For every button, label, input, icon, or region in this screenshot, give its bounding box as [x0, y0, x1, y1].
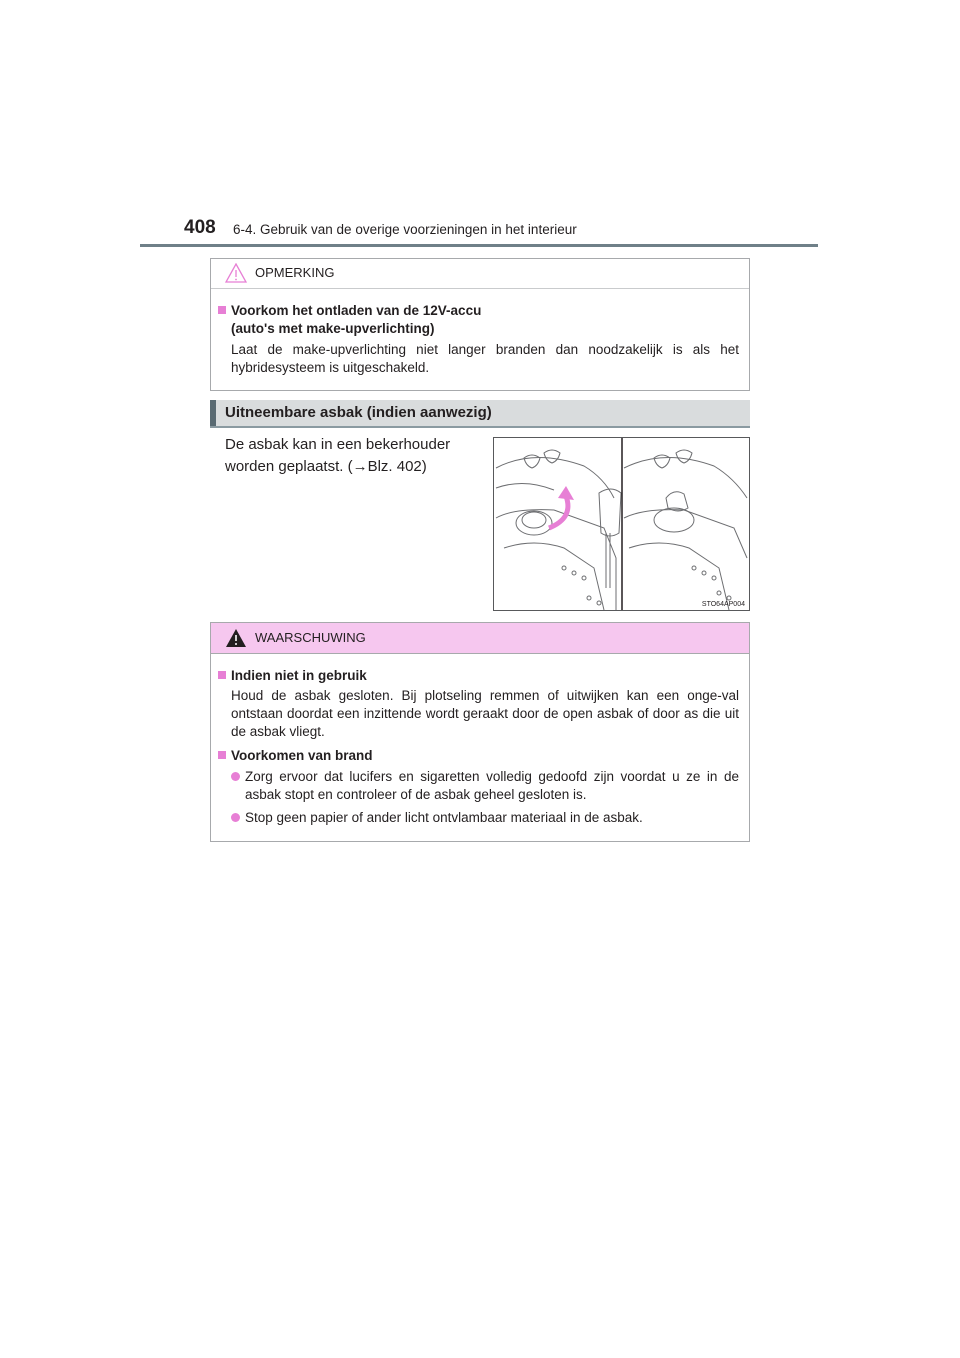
warning-label: WAARSCHUWING: [255, 630, 366, 645]
warning-sub-item-text: Stop geen papier of ander licht ontvlambaar materiaal in de asbak.: [245, 810, 643, 825]
notice-item-title: Voorkom het ontladen van de 12V-accu: [218, 302, 749, 320]
round-bullet-icon: [218, 768, 245, 804]
section-bar-accent: [210, 400, 216, 426]
intro-line-1: De asbak kan in een bekerhouder: [225, 436, 451, 453]
warning-box: [210, 622, 750, 842]
warning-item-title: Indien niet in gebruik: [218, 667, 749, 685]
square-bullet-icon: [218, 671, 226, 679]
page-reference[interactable]: Blz. 402): [367, 458, 427, 475]
warning-sub-item: [218, 809, 749, 827]
notice-label: OPMERKING: [255, 265, 335, 280]
warning-header: [211, 623, 749, 654]
square-bullet-icon: [218, 751, 226, 759]
warning-item: [211, 654, 749, 741]
warning-sub-item-text: Zorg ervoor dat lucifers en sigaretten volledig gedoofd zijn voordat u ze in de asbak stopt en controleer of de asbak geheel gesloten is.: [245, 769, 739, 802]
intro-line-2: worden geplaatst. (→Blz. 402): [225, 458, 427, 475]
notice-item-subtitle: (auto's met make-upverlichting): [231, 321, 435, 336]
intro-text: [225, 434, 485, 478]
header-rule: [140, 244, 818, 247]
square-bullet-icon: [218, 306, 226, 314]
notice-header: [211, 259, 749, 289]
section-heading: Uitneembare asbak (indien aanwezig): [225, 404, 492, 421]
caution-triangle-icon: [225, 263, 247, 283]
arrow-icon: →: [352, 458, 368, 475]
ashtray-illustration: [493, 437, 750, 611]
notice-item: [211, 289, 749, 377]
chapter-title: 6-4. Gebruik van de overige voorzieningen in het interieur: [233, 222, 577, 237]
warning-triangle-icon: [225, 628, 247, 648]
warning-sub-item: [218, 768, 749, 804]
figure-code: STO64AP004: [701, 601, 745, 608]
warning-item: [211, 741, 749, 827]
warning-item-body: Houd de asbak gesloten. Bij plotseling remmen of uitwijken kan een onge-val ontstaan doordat een inzittende wordt geraakt door de open asbak of door as die uit de asbak vliegt.: [231, 688, 739, 739]
notice-box: [210, 258, 750, 391]
warning-item-title: Voorkomen van brand: [218, 747, 749, 765]
round-bullet-icon: [218, 809, 245, 827]
notice-item-body: Laat de make-upverlichting niet langer branden dan noodzakelijk is als het hybridesysteem is uitgeschakeld.: [231, 342, 739, 375]
section-heading-bar: [210, 400, 750, 428]
page-number: 408: [184, 217, 216, 238]
ashtray-drawing: [494, 438, 749, 610]
